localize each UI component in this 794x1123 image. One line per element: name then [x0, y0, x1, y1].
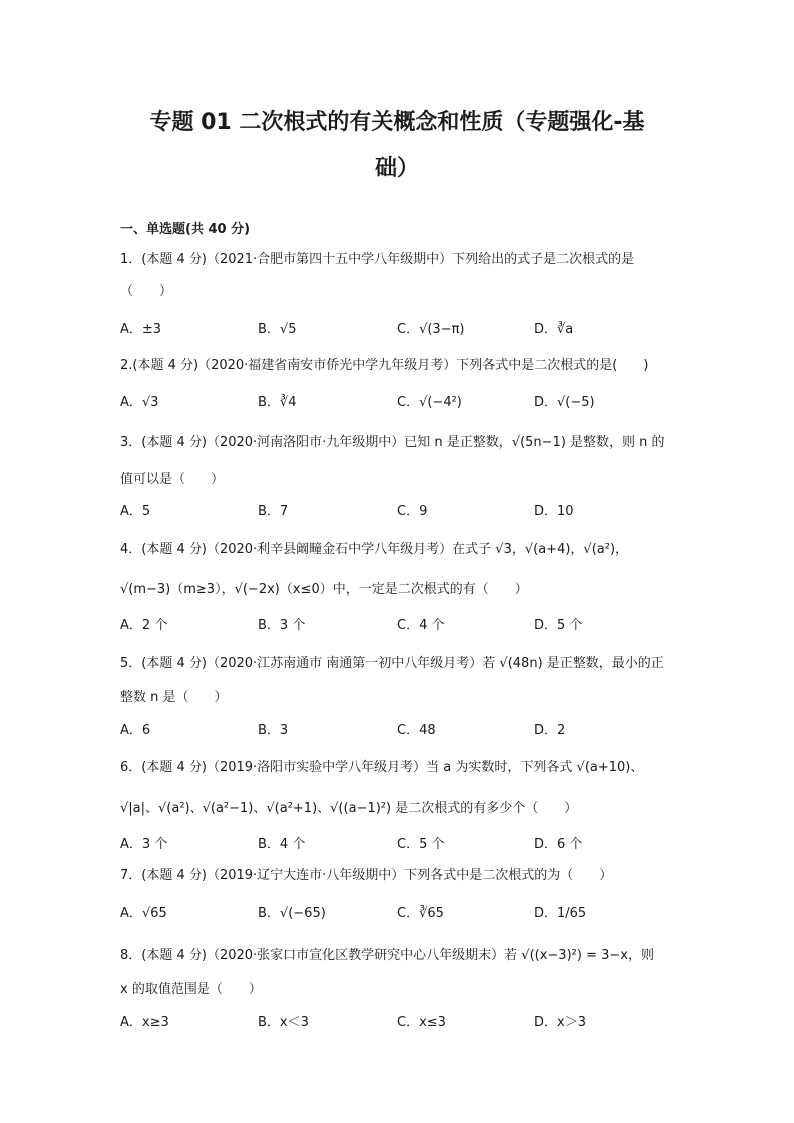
question-6-stem: 6．(本题 4 分)（2019·洛阳市实验中学八年级月考）当 a 为实数时，下列各式 √(a+10)、 — [120, 760, 644, 775]
q8-option-c: C．x≤3 — [397, 1015, 446, 1030]
q5-option-a: A．6 — [120, 723, 151, 738]
question-2-stem: 2.(本题 4 分)（2020·福建省南安市侨光中学九年级月考）下列各式中是二次根式的是( ) — [120, 358, 649, 373]
question-4-stem: 4．(本题 4 分)（2020·利辛县阚疃金石中学八年级月考）在式子 √3，√(a+4)，√(a²)， — [120, 542, 629, 557]
q7-option-a: A．√65 — [120, 906, 167, 921]
q7-option-c: C．∛65 — [397, 906, 444, 921]
q4-option-a: A．2 个 — [120, 618, 168, 633]
q3-option-a: A．5 — [120, 504, 151, 519]
q8-option-a: A．x≥3 — [120, 1015, 169, 1030]
q6-option-a: A．3 个 — [120, 837, 168, 852]
q7-option-d: D．1/65 — [534, 906, 587, 921]
page-title — [110, 100, 684, 192]
question-2-options — [120, 391, 680, 413]
question-1-stem: 1．(本题 4 分)（2021·合肥市第四十五中学八年级期中）下列给出的式子是二次根式的是 — [120, 252, 635, 267]
q5-option-b: B．3 — [258, 723, 289, 738]
question-5-stem-cont: 整数 n 是（ ） — [120, 690, 228, 705]
section-heading: 一、单选题(共 40 分) — [120, 222, 251, 237]
q3-option-d: D．10 — [534, 504, 574, 519]
question-5-options — [120, 719, 680, 741]
question-1-bracket: （ ） — [120, 284, 173, 299]
question-7-stem: 7．(本题 4 分)（2019·辽宁大连市·八年级期中）下列各式中是二次根式的为（ ） — [120, 868, 613, 883]
q1-option-c: C．√(3−π) — [397, 322, 465, 337]
q5-option-d: D．2 — [534, 723, 566, 738]
question-6-options — [120, 833, 680, 855]
question-4-stem-cont: √(m−3)（m≥3），√(−2x)（x≤0）中，一定是二次根式的有（ ） — [120, 582, 528, 597]
question-8-stem: 8．(本题 4 分)（2020·张家口市宣化区教学研究中心八年级期末）若 √((x−3)²) = 3−x，则 — [120, 948, 654, 963]
q2-option-d: D．√(−5) — [534, 395, 595, 410]
title-line-2: 础） — [374, 156, 419, 181]
question-7-options — [120, 902, 680, 924]
question-3-stem: 3．(本题 4 分)（2020·河南洛阳市·九年级期中）已知 n 是正整数，√(5n−1) 是整数，则 n 的 — [120, 435, 665, 450]
q6-option-c: C．5 个 — [397, 837, 445, 852]
q3-option-b: B．7 — [258, 504, 289, 519]
question-3-options — [120, 500, 680, 522]
question-3-stem-cont: 值可以是（ ） — [120, 472, 225, 487]
q8-option-b: B．x＜3 — [258, 1015, 309, 1030]
q4-option-c: C．4 个 — [397, 618, 445, 633]
q4-option-d: D．5 个 — [534, 618, 583, 633]
question-8-options — [120, 1011, 680, 1033]
question-5-stem: 5．(本题 4 分)（2020·江苏南通市 南通第一初中八年级月考）若 √(48n) 是正整数，最小的正 — [120, 656, 664, 671]
q6-option-b: B．4 个 — [258, 837, 306, 852]
q6-option-d: D．6 个 — [534, 837, 583, 852]
q8-option-d: D．x＞3 — [534, 1015, 586, 1030]
q1-option-a: A．±3 — [120, 322, 162, 337]
question-1-options — [120, 318, 680, 340]
q2-option-c: C．√(−4²) — [397, 395, 462, 410]
q2-option-b: B．∛4 — [258, 395, 297, 410]
title-line-1: 专题 01 二次根式的有关概念和性质（专题强化-基 — [149, 110, 645, 135]
q1-option-b: B．√5 — [258, 322, 297, 337]
q5-option-c: C．48 — [397, 723, 436, 738]
q7-option-b: B．√(−65) — [258, 906, 326, 921]
q1-option-d: D．∛a — [534, 322, 574, 337]
q2-option-a: A．√3 — [120, 395, 159, 410]
question-6-stem-cont: √|a|、√(a²)、√(a²−1)、√(a²+1)、√((a−1)²) 是二次根式的有多少个（ ） — [120, 801, 578, 816]
q3-option-c: C．9 — [397, 504, 428, 519]
question-8-stem-cont: x 的取值范围是（ ） — [120, 982, 262, 997]
q4-option-b: B．3 个 — [258, 618, 306, 633]
question-4-options — [120, 614, 680, 636]
